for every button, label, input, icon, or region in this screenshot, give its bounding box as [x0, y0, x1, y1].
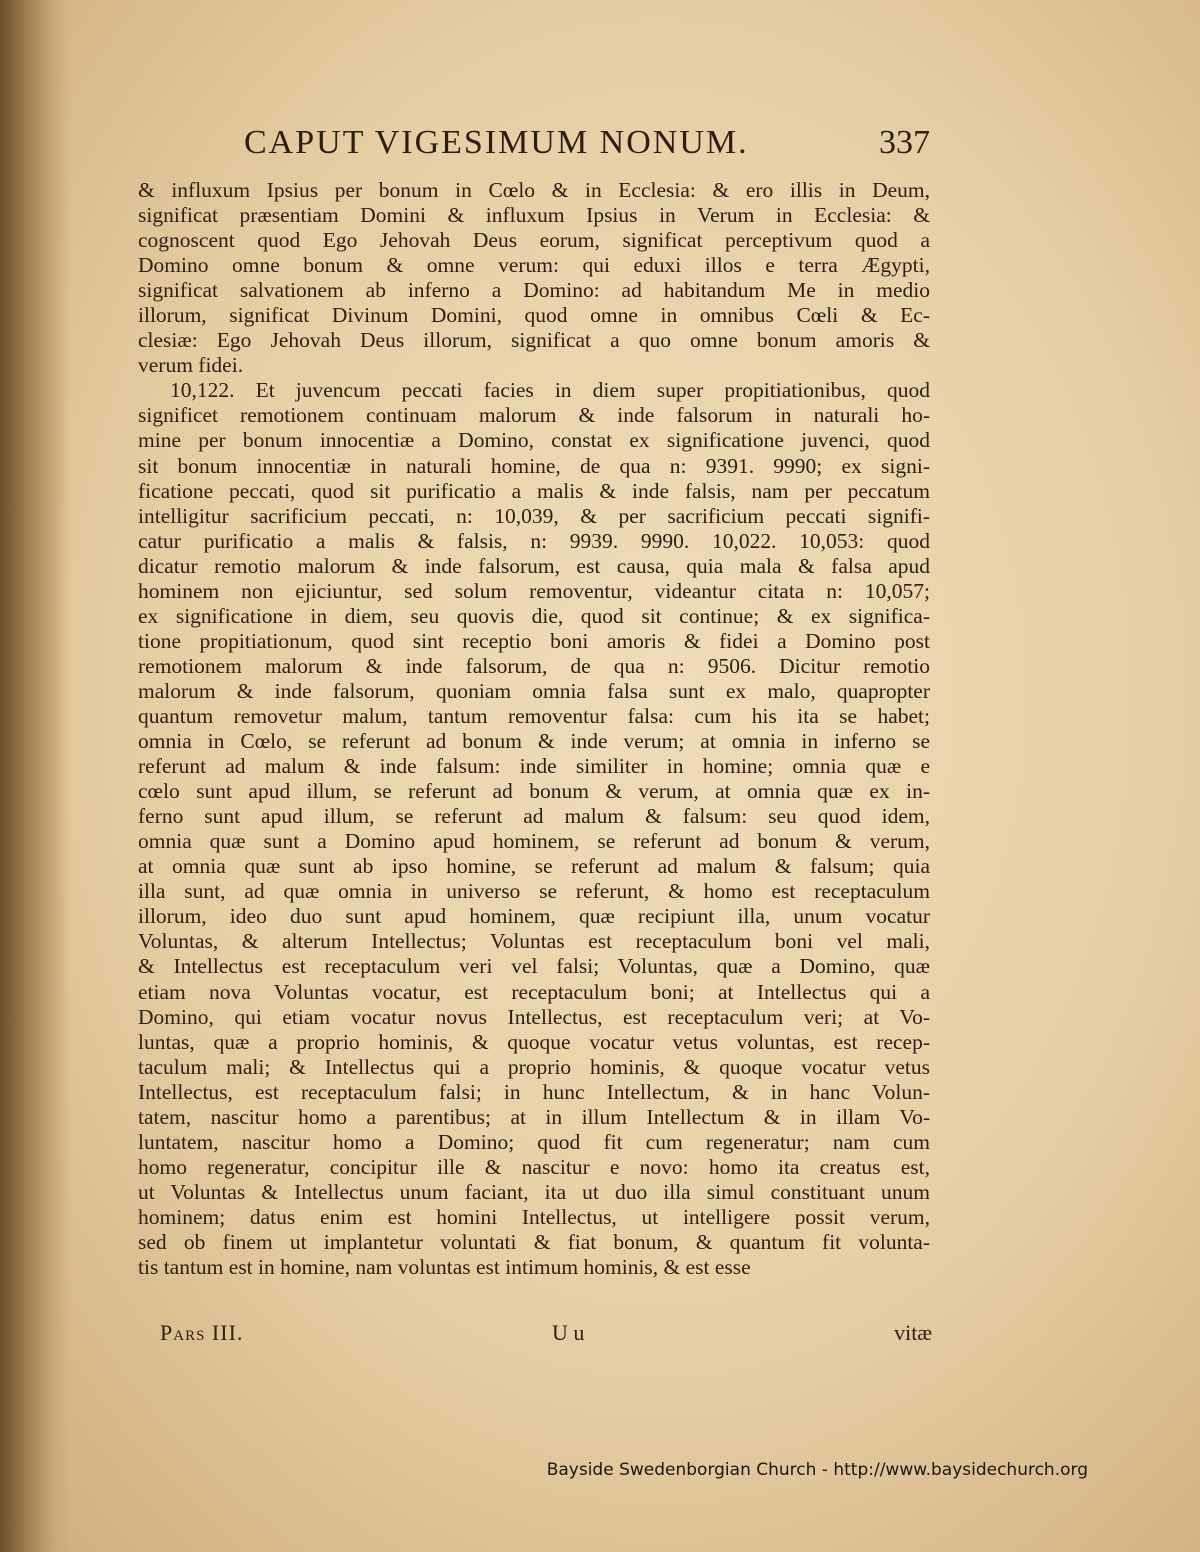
- text-line: catur purificatio a malis & falsis, n: 9939. 9990. 10,022. 10,053: quod: [138, 528, 930, 553]
- text-line: sit bonum innocentiæ in naturali homine, de qua n: 9391. 9990; ex signi-: [138, 453, 930, 478]
- text-line: referunt ad malum & inde falsum: inde similiter in homine; omnia quæ e: [138, 754, 930, 779]
- text-line: taculum mali; & Intellectus qui a proprio hominis, & quoque vocatur vetus: [138, 1054, 930, 1079]
- chapter-title: CAPUT VIGESIMUM NONUM.: [244, 124, 749, 161]
- text-line: significat salvationem ab inferno a Domino: ad habitandum Me in medio: [138, 278, 930, 303]
- text-line: ut Voluntas & Intellectus unum faciant, ita ut duo illa simul constituant unum: [138, 1179, 930, 1204]
- text-line: luntas, quæ a proprio hominis, & quoque vocatur vetus voluntas, est recep-: [138, 1029, 930, 1054]
- text-line: cognoscent quod Ego Jehovah Deus eorum, significat perceptivum quod a: [138, 228, 930, 253]
- source-watermark: Bayside Swedenborgian Church - http://www.baysidechurch.org: [546, 1460, 1088, 1480]
- text-line: significet remotionem continuam malorum & inde falsorum in naturali ho-: [138, 403, 930, 428]
- text-line: sed ob finem ut implantetur voluntati & fiat bonum, & quantum fit volunta-: [138, 1229, 930, 1254]
- signature-mark: U u: [552, 1320, 585, 1345]
- catchword: vitæ: [894, 1320, 932, 1345]
- running-head: [140, 124, 930, 168]
- text-line: illorum, significat Divinum Domini, quod omne in omnibus Cœli & Ec-: [138, 303, 930, 328]
- text-line: ficatione peccati, quod sit purificatio a malis & inde falsis, nam per peccatum: [138, 478, 930, 503]
- text-line: omnia quæ sunt a Domino apud hominem, se referunt ad bonum & verum,: [138, 829, 930, 854]
- text-line: remotionem malorum & inde falsorum, de qua n: 9506. Dicitur remotio: [138, 653, 930, 678]
- text-line: & influxum Ipsius per bonum in Cœlo & in Ecclesia: & ero illis in Deum,: [138, 178, 930, 202]
- text-line: tione propitiationum, quod sint receptio boni amoris & fidei a Domino post: [138, 628, 930, 653]
- part-label: Pars III.: [160, 1320, 244, 1345]
- text-line: homo regeneratur, concipitur ille & nascitur e novo: homo ita creatus est,: [138, 1154, 930, 1179]
- text-line: Voluntas, & alterum Intellectus; Voluntas est receptaculum boni vel mali,: [138, 929, 930, 954]
- text-line: omnia in Cœlo, se referunt ad bonum & inde verum; at omnia in inferno se: [138, 729, 930, 754]
- text-line: tatem, nascitur homo a parentibus; at in illum Intellectum & in illam Vo-: [138, 1104, 930, 1129]
- page-number: 337: [879, 124, 930, 161]
- text-line: hominem non ejiciuntur, sed solum removentur, videantur citata n: 10,057;: [138, 578, 930, 603]
- text-line: clesiæ: Ego Jehovah Deus illorum, significat a quo omne bonum amoris &: [138, 328, 930, 353]
- text-line: intelligitur sacrificium peccati, n: 10,039, & per sacrificium peccati signifi-: [138, 503, 930, 528]
- text-line: cœlo sunt apud illum, se referunt ad bonum & verum, at omnia quæ ex in-: [138, 779, 930, 804]
- text-line: luntatem, nascitur homo a Domino; quod fit cum regeneratur; nam cum: [138, 1129, 930, 1154]
- page-footer: [160, 1320, 932, 1350]
- text-line: dicatur remotio malorum & inde falsorum, est causa, quia mala & falsa apud: [138, 553, 930, 578]
- text-line: hominem; datus enim est homini Intellectus, ut intelligere possit verum,: [138, 1204, 930, 1229]
- text-line: Domino, qui etiam vocatur novus Intellectus, est receptaculum veri; at Vo-: [138, 1004, 930, 1029]
- text-line: mine per bonum innocentiæ a Domino, constat ex significatione juvenci, quod: [138, 428, 930, 453]
- text-line: Domino omne bonum & omne verum: qui eduxi illos e terra Ægypti,: [138, 253, 930, 278]
- text-line: etiam nova Voluntas vocatur, est receptaculum boni; at Intellectus qui a: [138, 979, 930, 1004]
- text-line: Intellectus, est receptaculum falsi; in hunc Intellectum, & in hanc Volun-: [138, 1079, 930, 1104]
- text-line: & Intellectus est receptaculum veri vel falsi; Voluntas, quæ a Domino, quæ: [138, 954, 930, 979]
- text-line: ex significatione in diem, seu quovis die, quod sit continue; & ex significa-: [138, 603, 930, 628]
- text-line: significat præsentiam Domini & influxum Ipsius in Verum in Ecclesia: &: [138, 203, 930, 228]
- text-line: tis tantum est in homine, nam voluntas est intimum hominis, & est esse: [138, 1255, 751, 1280]
- page-gutter-shadow: [0, 0, 70, 1552]
- text-line: illa sunt, ad quæ omnia in universo se referunt, & homo est receptaculum: [138, 879, 930, 904]
- text-line: quantum removetur malum, tantum removentur falsa: cum his ita se habet;: [138, 703, 930, 728]
- text-line: verum fidei.: [138, 353, 244, 378]
- text-line: 10,122. Et juvencum peccati facies in diem super propitiationibus, quod: [170, 378, 930, 403]
- text-line: ferno sunt apud illum, se referunt ad malum & falsum: seu quod idem,: [138, 804, 930, 829]
- text-line: illorum, ideo duo sunt apud hominem, quæ recipiunt illa, unum vocatur: [138, 904, 930, 929]
- text-line: at omnia quæ sunt ab ipso homine, se referunt ad malum & falsum; quia: [138, 854, 930, 879]
- body-text: [138, 178, 930, 1280]
- text-line: malorum & inde falsorum, quoniam omnia falsa sunt ex malo, quapropter: [138, 678, 930, 703]
